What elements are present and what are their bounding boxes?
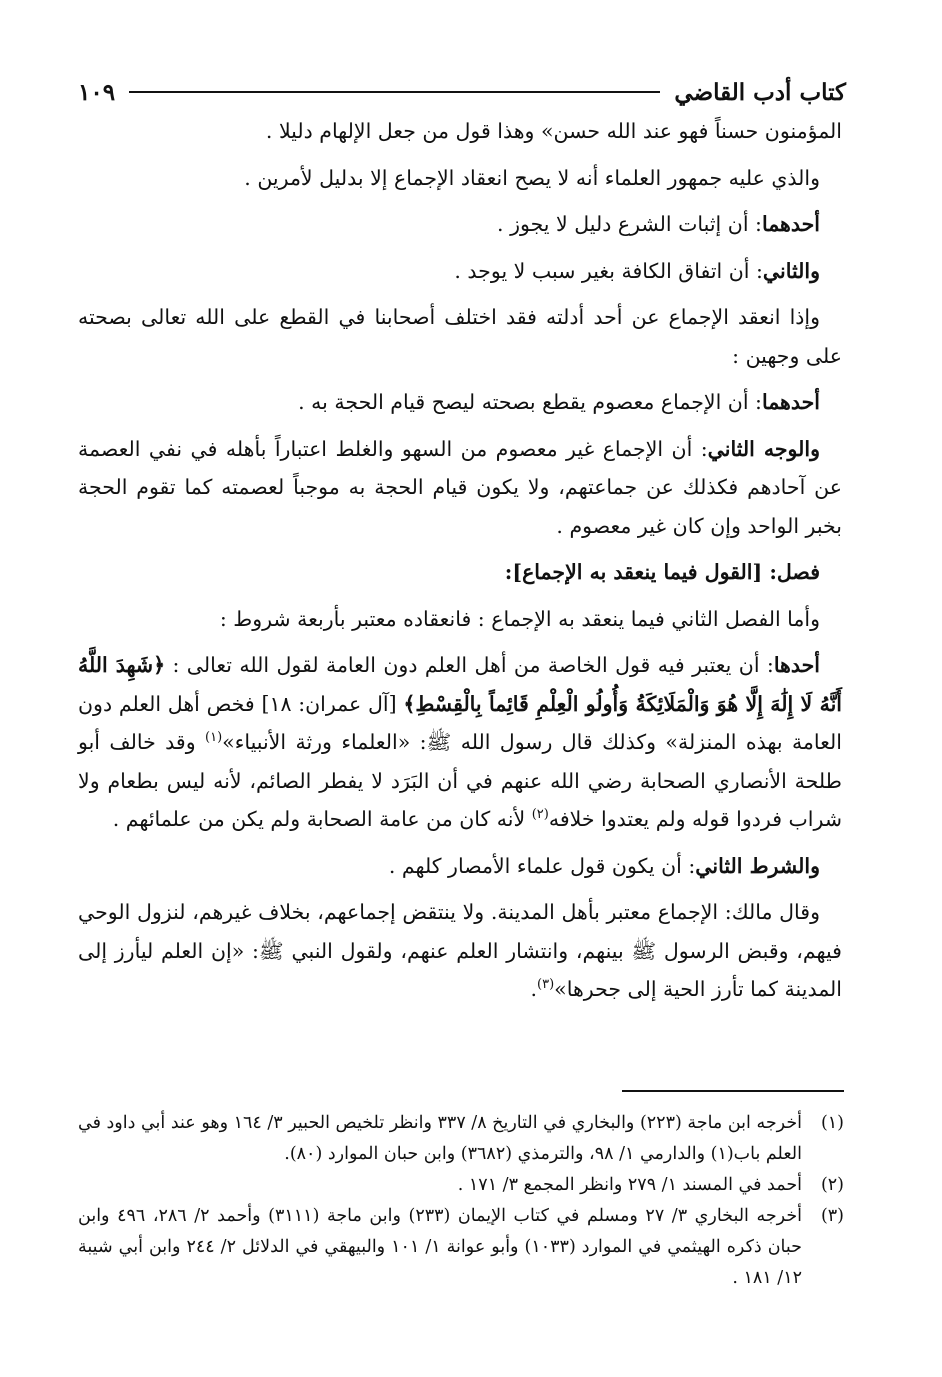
paragraph-10 — [78, 646, 842, 839]
paragraph-10-text-c: وقد خالف أبو طلحة الأنصاري الصحابة رضي الله عنهم في أن البَرَد لا يفطر الصائم، لأنه ليس بطعام ولا شراب فردوا قوله ولم يعتدوا خلافه — [78, 730, 842, 831]
header-rule — [129, 91, 660, 93]
paragraph-2: والذي عليه جمهور العلماء أنه لا يصح انعقاد الإجماع إلا بدليل لأمرين . — [244, 165, 820, 190]
paragraph-3-text: : أن إثبات الشرع دليل لا يجوز . — [497, 212, 762, 236]
running-header — [78, 72, 846, 112]
paragraph-7-text: : أن الإجماع غير معصوم من السهو والغلط اعتباراً بأهله في نفي العصمة عن آحادهم فكذلك عن جماعتهم، ولا يكون قيام الحجة به موجباً لعصمته كما تقوم الحجة بخبر الواحد وإن كان غير معصوم . — [78, 436, 842, 538]
footnote-ref-1[interactable]: (١) — [205, 730, 223, 746]
book-title: كتاب أدب القاضي — [674, 78, 846, 106]
footnote-3 — [78, 1201, 844, 1294]
paragraph-4 — [78, 252, 842, 291]
paragraph-7-lead: والوجه الثاني — [707, 436, 820, 461]
paragraph-5: وإذا انعقد الإجماع عن أحد أدلته فقد اختلف أصحابنا في القطع على الله تعالى بصحته على وجهين : — [78, 305, 842, 368]
quran-verse: ﴿شَهِدَ اللَّهُ أَنَّهُ لَا إِلَٰهَ إِلَّا هُوَ وَالْمَلَائِكَةُ وَأُولُو الْعِلْمِ قَائِماً بِالْقِسْطِ﴾ — [78, 653, 842, 716]
paragraph-3-lead: أحدهما — [761, 212, 820, 236]
paragraph-10-lead: أحدها — [773, 653, 820, 677]
page-number: ١٠٩ — [78, 78, 116, 106]
footnote-2 — [78, 1170, 844, 1201]
footnote-text: أخرجه ابن ماجة (٢٢٣) والبخاري في التاريخ ٨/ ٣٣٧ وانظر تلخيص الحبير ٣/ ١٦٤ وهو عند أبي داود في العلم باب(١) والدارمي ١/ ٩٨، والترمذي (٣٦٨٢) وابن حبان الموارد (٨٠). — [77, 1113, 802, 1164]
paragraph-4-text: : أن اتفاق الكافة بغير سبب لا يوجد . — [454, 258, 763, 283]
paragraph-6-text: : أن الإجماع معصوم يقطع بصحته ليصح قيام الحجة به . — [298, 390, 762, 414]
footnote-number: (١) — [820, 1113, 844, 1133]
paragraph-3 — [78, 205, 842, 244]
paragraph-4-lead: والثاني — [762, 258, 820, 283]
paragraph-10-text-a: : أن يعتبر فيه قول الخاصة من أهل العلم دون العامة لقول الله تعالى : — [172, 653, 774, 677]
paragraph-11 — [78, 847, 842, 886]
paragraph-12-text: وقال مالك: الإجماع معتبر بأهل المدينة. ولا ينتقض إجماعهم، بخلاف غيرهم، لنزول الوحي فيهم، وقبض الرسول ﷺ بينهم، وانتشار العلم عنهم، ولقول النبي ﷺ: «إن العلم ليأرز إلى المدينة كما تأرز الحية إلى جحرها» — [78, 900, 842, 1001]
paragraph-10-text-d: لأنه كان من عامة الصحابة ولم يكن من علمائهم . — [112, 807, 526, 831]
paragraph-11-lead: والشرط الثاني — [695, 853, 820, 878]
paragraph-11-text: : أن يكون قول علماء الأمصار كلهم . — [388, 853, 696, 878]
paragraph-12-end: . — [530, 977, 538, 1001]
body-text — [78, 112, 842, 1017]
footnote-separator — [622, 1090, 844, 1092]
footnotes — [78, 1108, 844, 1294]
paragraph-7 — [78, 430, 842, 546]
footnote-1 — [78, 1108, 844, 1170]
section-heading: فصل: [القول فيما ينعقد به الإجماع]: — [504, 560, 820, 584]
paragraph-10-text-b: [آل عمران: ١٨] فخص أهل العلم دون العامة بهذه المنزلة» وكذلك قال رسول الله ﷺ: «العلماء ورثة الأنبياء» — [78, 691, 842, 754]
footnote-number: (٣) — [820, 1206, 844, 1226]
footnote-ref-2[interactable]: (٢) — [531, 807, 549, 823]
footnote-text: أحمد في المسند ١/ ٢٧٩ وانظر المجمع ٣/ ١٧١ . — [457, 1175, 802, 1195]
paragraph-12 — [78, 893, 842, 1009]
footnote-number: (٢) — [820, 1175, 844, 1195]
paragraph-9: وأما الفصل الثاني فيما ينعقد به الإجماع : فانعقاده معتبر بأربعة شروط : — [219, 606, 820, 631]
footnote-ref-3[interactable]: (٣) — [537, 977, 555, 993]
paragraph-6-lead: أحدهما — [761, 390, 820, 414]
footnote-text: أخرجه البخاري ٣/ ٢٧ ومسلم في كتاب الإيمان (٢٣٣) وابن ماجة (٣١١١) وأحمد ٢/ ٢٨٦، ٤٩٦ وابن حبان ذكره الهيثمي في الموارد (١٠٣٣) وأبو عوانة ١/ ١٠١ والبيهقي في الدلائل ٢/ ٢٤٤ وابن أبي شيبة ١٢/ ١٨١ . — [78, 1206, 803, 1288]
paragraph-6 — [78, 383, 842, 422]
paragraph-1: المؤمنون حسناً فهو عند الله حسن» وهذا قول من جعل الإلهام دليلا . — [265, 119, 842, 143]
